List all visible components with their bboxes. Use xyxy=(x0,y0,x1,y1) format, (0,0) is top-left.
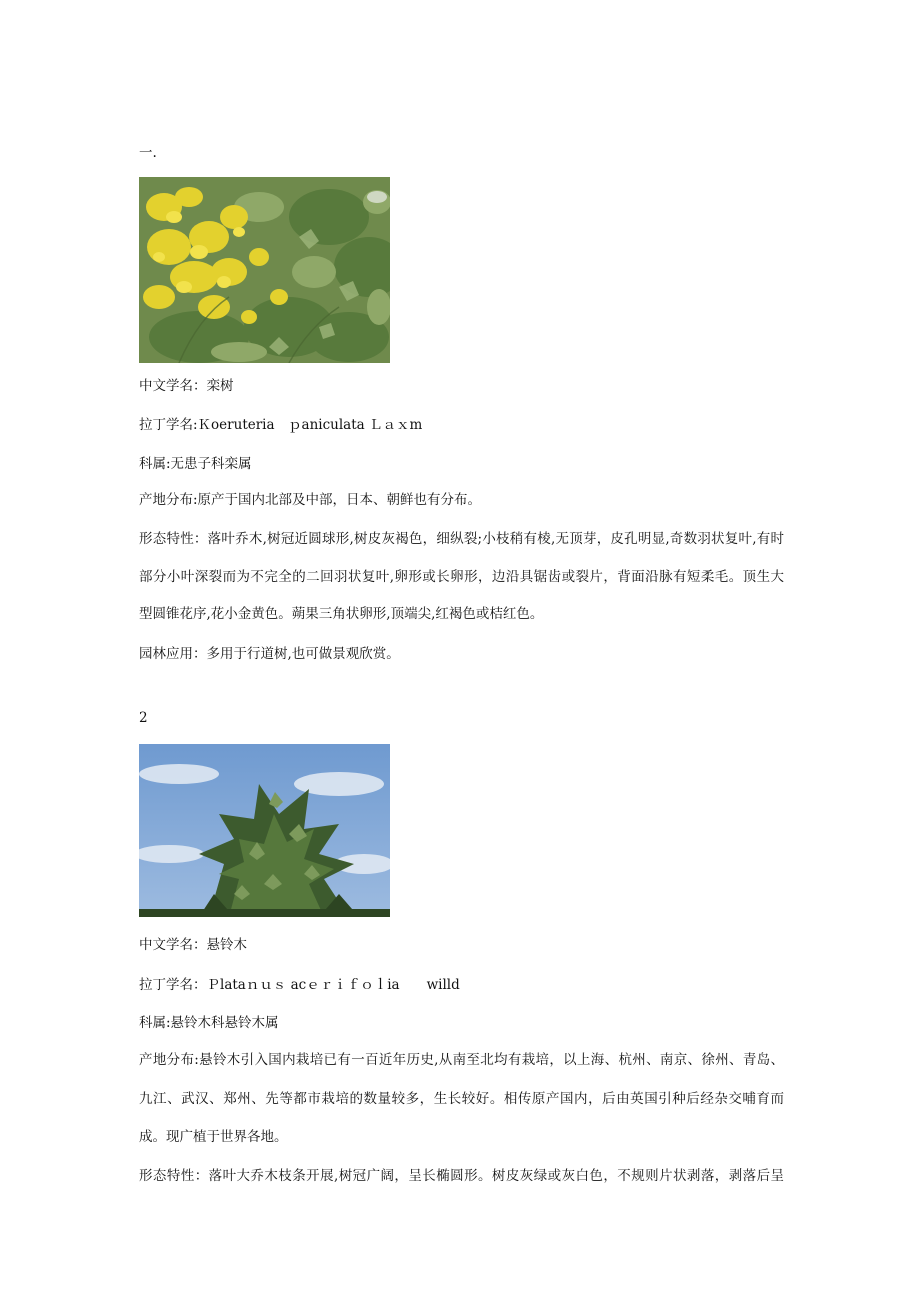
morphology-line: 形态特性：落叶乔木,树冠近圆球形,树皮灰褐色，细纵裂;小枝稍有棱,无顶芽，皮孔明显,奇数羽状复叶,有时 xyxy=(139,531,784,547)
entry-number: 2 xyxy=(139,710,148,726)
family: 科属:无患子科栾属 xyxy=(139,456,252,472)
chinese-name: 中文学名：悬铃木 xyxy=(139,937,247,953)
morphology-line: 形态特性：落叶大乔木枝条开展,树冠广阔，呈长椭圆形。树皮灰绿或灰白色，不规则片状剥落，剥落后呈 xyxy=(139,1168,784,1184)
distribution-line: 产地分布:悬铃木引入国内栽培已有一百近年历史,从南至北均有栽培，以上海、杭州、南京、徐州、青岛、 xyxy=(139,1052,784,1068)
plant-photo-platanus xyxy=(139,744,390,917)
application: 园林应用：多用于行道树,也可做景观欣赏。 xyxy=(139,646,400,662)
morphology-line: 型圆锥花序,花小金黄色。蒴果三角状卵形,顶端尖,红褐色或桔红色。 xyxy=(139,606,544,622)
distribution-line: 产地分布:原产于国内北部及中部，日本、朝鲜也有分布。 xyxy=(139,492,482,508)
latin-name: 拉丁学名:Ｋoeruteria ｐaniculata Ｌａｘm xyxy=(139,417,423,433)
distribution-line: 九江、武汉、郑州、先等都市栽培的数量较多，生长较好。相传原产国内，后由英国引种后经杂交哺育而 xyxy=(139,1091,784,1107)
family: 科属:悬铃木科悬铃木属 xyxy=(139,1015,279,1031)
morphology-line: 部分小叶深裂而为不完全的二回羽状复叶,卵形或长卵形，边沿具锯齿或裂片，背面沿脉有短柔毛。顶生大 xyxy=(139,569,784,585)
plant-photo-koelreuteria xyxy=(139,177,390,363)
latin-name: 拉丁学名：Ｐlataｎｕｓ acｅｒｉｆｏｌia willd xyxy=(139,977,460,993)
chinese-name: 中文学名：栾树 xyxy=(139,378,234,394)
entry-number: 一. xyxy=(139,145,157,161)
distribution-line: 成。现广植于世界各地。 xyxy=(139,1129,288,1145)
